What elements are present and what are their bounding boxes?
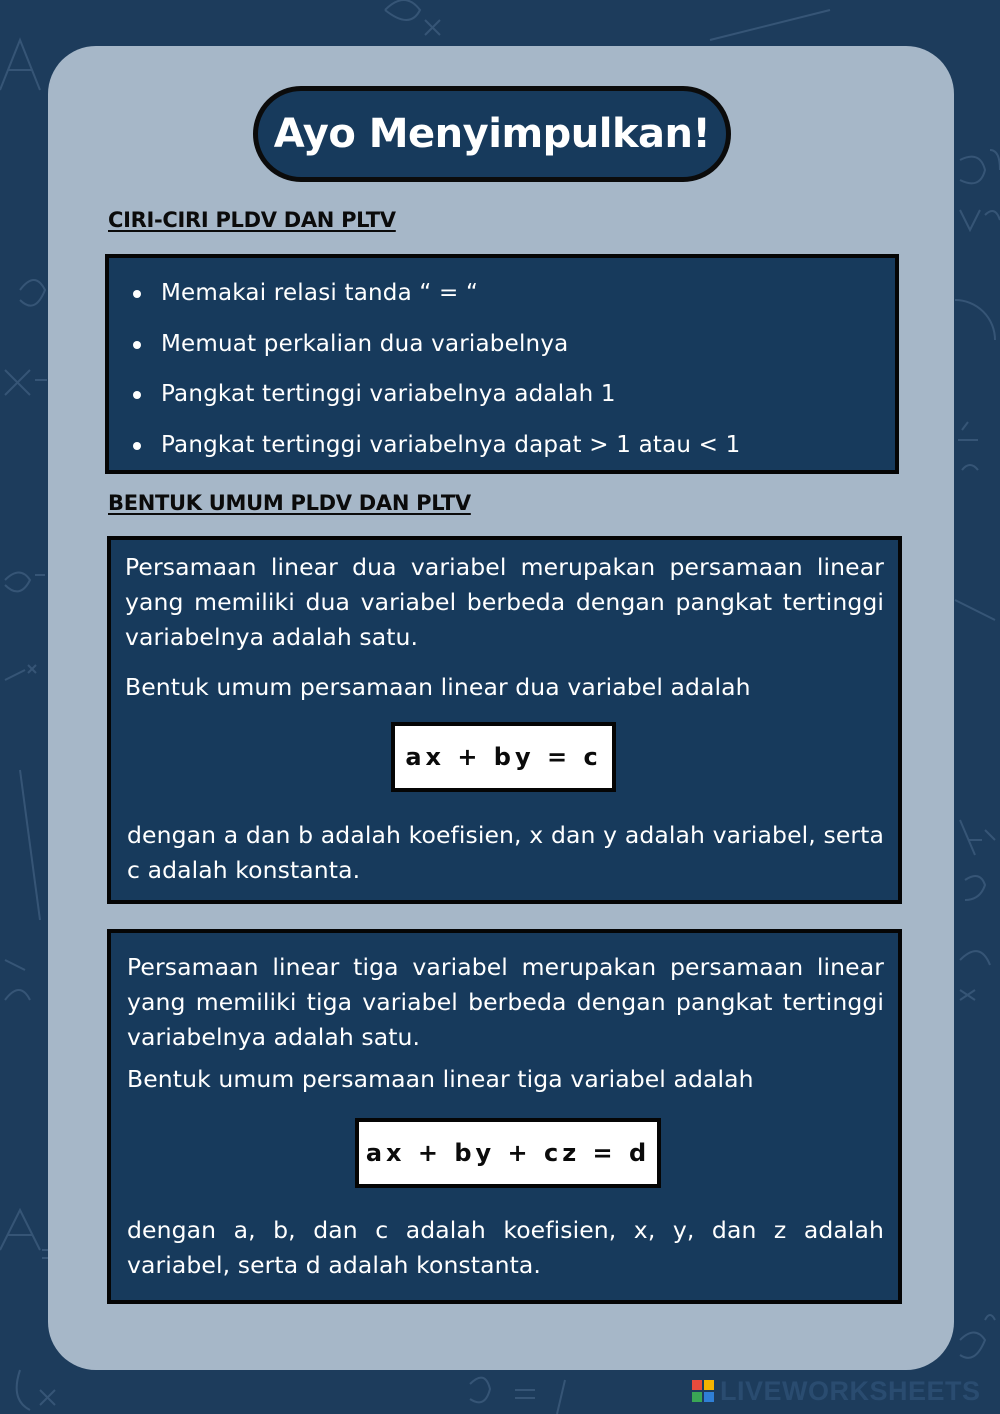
list-item: Pangkat tertinggi variabelnya adalah 1 — [161, 369, 895, 420]
logo-text: LIVEWORKSHEETS — [720, 1375, 981, 1406]
list-item: Memakai relasi tanda “ = “ — [161, 268, 895, 319]
pldv-definition: Persamaan linear dua variabel merupakan persamaan linear yang memiliki dua variabel berbeda dengan pangkat tertinggi variabelnya adalah satu. — [125, 553, 884, 651]
heading-ciri-ciri: CIRI-CIRI PLDV DAN PLTV — [108, 208, 396, 232]
ciri-list — [109, 258, 895, 470]
heading-bentuk-umum: BENTUK UMUM PLDV DAN PLTV — [108, 491, 471, 515]
pldv-formula: ax + by = c — [391, 722, 616, 792]
pltv-formula: ax + by + cz = d — [355, 1118, 661, 1188]
pltv-intro: Bentuk umum persamaan linear tiga variabel adalah — [127, 1065, 754, 1093]
ciri-list-box — [105, 254, 899, 474]
pldv-box — [107, 536, 902, 904]
logo-tiles-icon — [692, 1380, 714, 1402]
pltv-definition: Persamaan linear tiga variabel merupakan persamaan linear yang memiliki tiga variabel berbeda dengan pangkat tertinggi variabelnya adalah satu. — [127, 953, 884, 1051]
list-item: Pangkat tertinggi variabelnya dapat > 1 atau < 1 — [161, 420, 895, 471]
pldv-explanation: dengan a dan b adalah koefisien, x dan y adalah variabel, serta c adalah konstanta. — [127, 821, 884, 884]
pldv-intro: Bentuk umum persamaan linear dua variabel adalah — [125, 673, 751, 701]
pltv-explanation: dengan a, b, dan c adalah koefisien, x, y, dan z adalah variabel, serta d adalah konstanta. — [127, 1216, 884, 1279]
list-item: Memuat perkalian dua variabelnya — [161, 319, 895, 370]
page-title: Ayo Menyimpulkan! — [253, 86, 731, 182]
pltv-box — [107, 929, 902, 1304]
liveworksheets-logo[interactable] — [692, 1376, 981, 1406]
